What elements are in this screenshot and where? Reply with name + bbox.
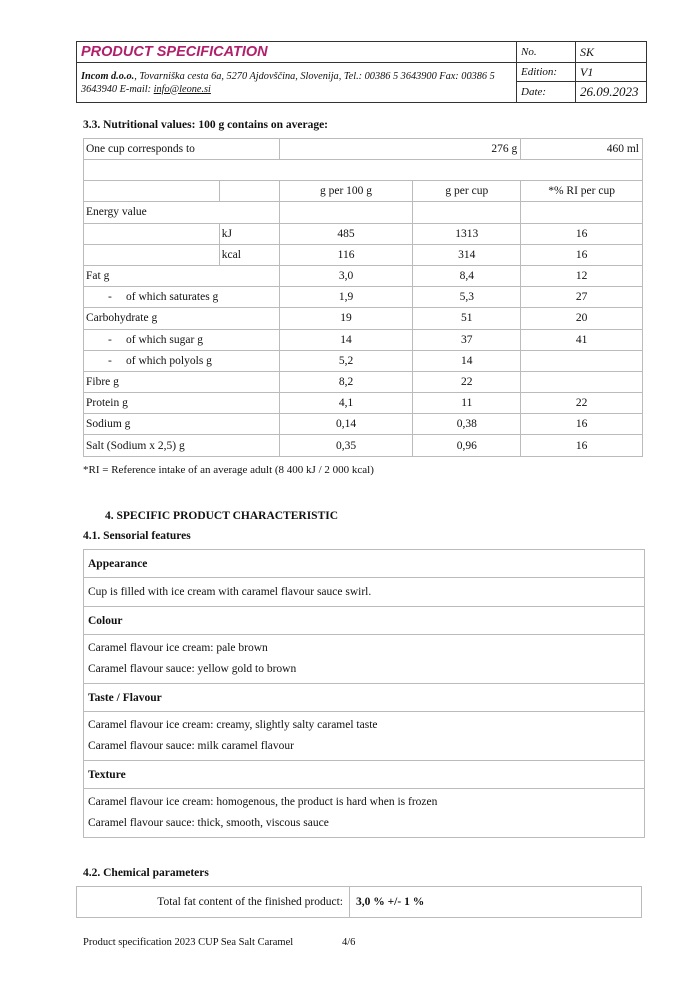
taste-line-2: Caramel flavour sauce: milk caramel flavour [88, 740, 294, 752]
cup-grams: 276 g [279, 139, 521, 160]
table-row [84, 350, 643, 371]
table-row [84, 435, 643, 456]
sensorial-heading: 4.1. Sensorial features [83, 530, 191, 542]
no-value: SK [576, 42, 647, 63]
texture-line-1: Caramel flavour ice cream: homogenous, the product is hard when is frozen [88, 796, 438, 808]
value-per100: 8,2 [279, 371, 413, 392]
section-4-heading [105, 510, 338, 522]
appearance-heading: Appearance [84, 550, 645, 578]
value-per100: 3,0 [279, 265, 413, 286]
table-row [84, 329, 643, 350]
taste-line-1: Caramel flavour ice cream: creamy, slightly salty caramel taste [88, 719, 378, 731]
chemical-heading: 4.2. Chemical parameters [83, 867, 209, 879]
value-ri: 20 [521, 308, 643, 329]
section-4-number: 4. [105, 510, 114, 522]
nutrient-label [84, 244, 220, 265]
date-value: 26.09.2023 [576, 82, 647, 103]
nutrient-label [84, 329, 280, 350]
value-ri: 16 [521, 244, 643, 265]
document-header [76, 41, 647, 103]
address-text: , Tovarniška cesta 6a, 5270 Ajdovščina, Slovenija, Tel.: 00386 5 3643900 Fax: 00386 5 3643940 E-mail: [81, 70, 495, 95]
value-percup: 1313 [413, 223, 521, 244]
table-row [84, 414, 643, 435]
colour-line-2: Caramel flavour sauce: yellow gold to brown [88, 663, 297, 675]
value-ri: 16 [521, 414, 643, 435]
table-row [84, 287, 643, 308]
value-ri [521, 350, 643, 371]
taste-heading: Taste / Flavour [84, 684, 645, 712]
table-row [84, 371, 643, 392]
sensorial-table [83, 549, 645, 838]
edition-value: V1 [576, 63, 647, 82]
colour-line-1: Caramel flavour ice cream: pale brown [88, 642, 268, 654]
texture-heading: Texture [84, 761, 645, 789]
value-per100: 0,35 [279, 435, 413, 456]
value-per100: 116 [279, 244, 413, 265]
no-label: No. [517, 42, 576, 63]
value-per100: 19 [279, 308, 413, 329]
value-percup: 0,38 [413, 414, 521, 435]
texture-line-2: Caramel flavour sauce: thick, smooth, viscous sauce [88, 817, 329, 829]
value-per100: 14 [279, 329, 413, 350]
value-ri: 16 [521, 435, 643, 456]
value-per100: 4,1 [279, 393, 413, 414]
nutrient-label-text: of which sugar g [126, 333, 203, 346]
value-percup: 11 [413, 393, 521, 414]
value-percup: 51 [413, 308, 521, 329]
cup-label: One cup corresponds to [84, 139, 280, 160]
cup-row [84, 139, 643, 160]
col-ri: *% RI per cup [521, 181, 643, 202]
footer-page-number: 4/6 [342, 937, 356, 948]
energy-unit: kcal [219, 244, 279, 265]
energy-label: Energy value [84, 202, 280, 223]
bullet-dash: - [108, 333, 112, 346]
cup-ml: 460 ml [521, 139, 643, 160]
texture-text [84, 789, 645, 838]
value-per100: 1,9 [279, 287, 413, 308]
value-ri [521, 371, 643, 392]
spacer-row [84, 160, 643, 181]
date-label: Date: [517, 82, 576, 103]
value-ri: 12 [521, 265, 643, 286]
value-percup: 314 [413, 244, 521, 265]
nutrient-label [84, 223, 220, 244]
table-row [84, 244, 643, 265]
document-title: PRODUCT SPECIFICATION [77, 42, 517, 63]
nutrient-label-text: of which saturates g [126, 291, 219, 304]
colour-heading: Colour [84, 607, 645, 635]
nutrient-label: Protein g [84, 393, 280, 414]
value-per100: 0,14 [279, 414, 413, 435]
colour-text [84, 635, 645, 684]
chemical-table [76, 886, 642, 918]
value-per100: 5,2 [279, 350, 413, 371]
value-ri: 22 [521, 393, 643, 414]
value-percup: 22 [413, 371, 521, 392]
company-address [77, 63, 517, 103]
taste-text [84, 712, 645, 761]
nutrition-table [83, 138, 643, 457]
fat-content-value: 3,0 % +/- 1 % [350, 887, 642, 918]
value-ri: 27 [521, 287, 643, 308]
nutrient-label: Sodium g [84, 414, 280, 435]
nutrient-label: Salt (Sodium x 2,5) g [84, 435, 280, 456]
nutrient-label: Carbohydrate g [84, 308, 280, 329]
value-percup: 37 [413, 329, 521, 350]
edition-label: Edition: [517, 63, 576, 82]
column-header-row [84, 181, 643, 202]
table-row [84, 393, 643, 414]
nutrient-label [84, 287, 280, 308]
table-row [84, 223, 643, 244]
value-ri: 41 [521, 329, 643, 350]
nutrient-label: Fibre g [84, 371, 280, 392]
value-percup: 5,3 [413, 287, 521, 308]
value-percup: 14 [413, 350, 521, 371]
energy-unit: kJ [219, 223, 279, 244]
footer-doc-name: Product specification 2023 CUP Sea Salt Caramel [83, 937, 294, 948]
table-row [84, 265, 643, 286]
col-per100: g per 100 g [279, 181, 413, 202]
appearance-text: Cup is filled with ice cream with caramel flavour sauce swirl. [84, 578, 645, 607]
company-name: Incom d.o.o. [81, 70, 135, 82]
col-percup: g per cup [413, 181, 521, 202]
table-row [84, 308, 643, 329]
value-ri: 16 [521, 223, 643, 244]
nutrient-label: Fat g [84, 265, 280, 286]
energy-row [84, 202, 643, 223]
value-percup: 0,96 [413, 435, 521, 456]
value-percup: 8,4 [413, 265, 521, 286]
fat-content-label: Total fat content of the finished product: [77, 887, 350, 918]
nutrient-label [84, 350, 280, 371]
value-per100: 485 [279, 223, 413, 244]
bullet-dash: - [108, 354, 112, 367]
bullet-dash: - [108, 291, 112, 304]
ri-footnote: *RI = Reference intake of an average adult (8 400 kJ / 2 000 kcal) [83, 464, 374, 476]
section-4-title: SPECIFIC PRODUCT CHARACTERISTIC [116, 510, 339, 522]
nutrient-label-text: of which polyols g [126, 354, 212, 367]
email-link[interactable]: info@leone.si [153, 83, 211, 95]
nutrition-heading: 3.3. Nutritional values: 100 g contains on average: [83, 119, 329, 131]
